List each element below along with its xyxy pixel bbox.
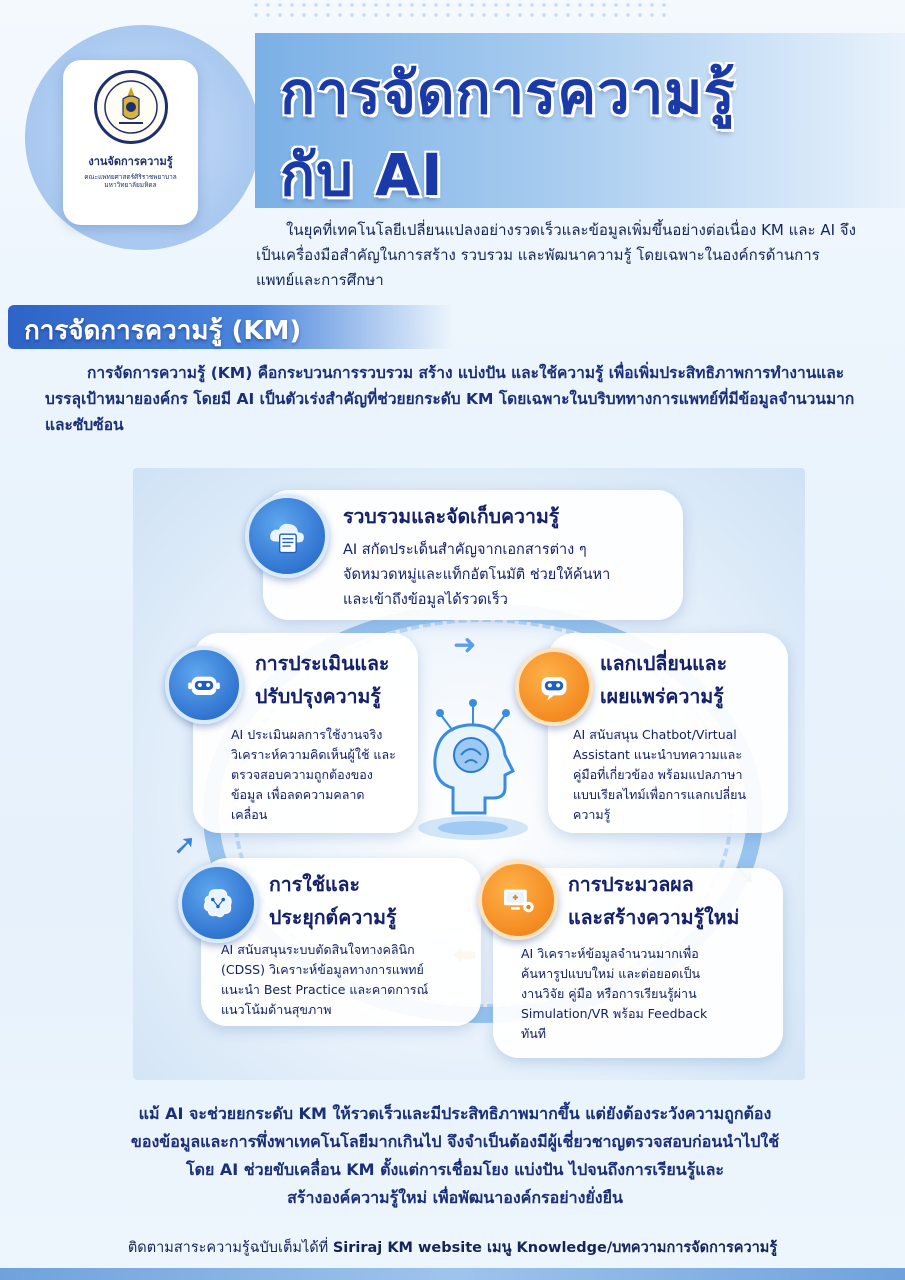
card-collect [263,490,683,620]
card-share-line: ความรู้ [573,807,611,822]
section-heading: การจัดการความรู้ (KM) [24,316,302,346]
card-evaluate-line: AI ประเมินผลการใช้งานจริง [231,727,383,742]
card-share-title-line: แลกเปลี่ยนและ [600,652,728,675]
card-evaluate-title-line: การประเมินและ [255,652,390,675]
card-share-text [573,725,746,825]
card-evaluate-text [231,725,396,825]
card-apply-text [221,940,428,1020]
card-create-text [521,944,707,1044]
intro-paragraph: ในยุคที่เทคโนโลยีเปลี่ยนแปลงอย่างรวดเร็วและข้อมูลเพิ่มขึ้นอย่างต่อเนื่อง KM และ AI จึงเป็นเครื่องมือสำคัญในการสร้าง รวบรวม และพัฒนาความรู้ โดยเฉพาะในองค์กรด้านการแพทย์และการศึกษา [256,221,856,289]
card-create-line: ทันที [521,1026,547,1041]
card-evaluate-line: ข้อมูล เพื่อลดความคลาด [231,787,365,802]
card-collect-line: AI สกัดประเด็นสำคัญจากเอกสารต่าง ๆ [343,542,587,558]
conclusion-line: ของข้อมูลและการพึ่งพาเทคโนโลยีมากเกินไป จึงจำเป็นต้องมีผู้เชี่ยวชาญตรวจสอบก่อนนำไปใช้ [130,1132,780,1151]
card-share-line: คู่มือที่เกี่ยวข้อง พร้อมแปลภาษา [573,767,743,782]
card-apply-line: (CDSS) วิเคราะห์ข้อมูลทางการแพทย์ [221,962,424,977]
conclusion-line: สร้างองค์ความรู้ใหม่ เพื่อพัฒนาองค์กรอย่างยั่งยืน [287,1188,623,1207]
arrow-right-icon: ➜ [453,628,477,661]
card-apply-line: แนวโน้มด้านสุขภาพ [221,1002,332,1017]
conclusion-line: แม้ AI จะช่วยยกระดับ KM ให้รวดเร็วและมีประสิทธิภาพมากขึ้น แต่ยังต้องระวังความถูกต้อง [138,1104,772,1123]
page-title-line-2: กับ AI [280,141,444,209]
card-create-title [568,868,739,934]
cloud-document-icon [245,494,329,578]
card-apply-title [269,868,397,934]
card-collect-title: รวบรวมและจัดเก็บความรู้ [343,505,560,528]
card-evaluate-line: วิเคราะห์ความคิดเห็นผู้ใช้ และ [231,747,396,762]
footer-prefix: ติดตามสาระความรู้ฉบับเต็มได้ที่ [127,1240,333,1256]
conclusion-line: โดย AI ช่วยขับเคลื่อน KM ตั้งแต่การเชื่อมโยง แบ่งปัน ไปจนถึงการเรียนรู้และ [185,1160,725,1179]
brain-network-icon [178,863,258,943]
card-collect-text [343,538,610,613]
section-heading-bar [8,305,453,349]
computer-gear-icon [478,860,558,940]
card-share-line: Assistant แนะนำบทความและ [573,747,743,762]
card-evaluate-line: เคลื่อน [231,807,268,822]
robot-icon [165,646,243,724]
card-evaluate-line: ตรวจสอบความถูกต้องของ [231,767,373,782]
card-create-title-line: และสร้างความรู้ใหม่ [568,906,740,929]
faculty-name [84,173,177,190]
ai-head-icon [413,693,533,843]
logo-card [63,60,198,225]
card-create-line: Simulation/VR พร้อม Feedback [521,1006,708,1021]
km-description: การจัดการความรู้ (KM) คือกระบวนการรวบรวม สร้าง แบ่งปัน และใช้ความรู้ เพื่อเพิ่มประสิทธิภาพการทำงานและบรรลุเป้าหมายองค์กร โดยมี AI เป็นตัวเร่งสำคัญที่ช่วยยกระดับ KM โดยเฉพาะในบริบททางการแพทย์ที่มีข้อมูลจำนวนมากและซับซ้อน [45,364,855,434]
unit-name: งานจัดการความรู้ [88,155,173,168]
arrow-up-icon: ➚ [173,828,197,861]
card-evaluate-title [255,647,389,713]
card-create-line: ค้นหารูปแบบใหม่ และต่อยอดเป็น [521,966,701,981]
card-share-title-line: เผยแพร่ความรู้ [600,685,724,708]
card-collect-line: จัดหมวดหมู่และแท็กอัตโนมัติ ช่วยให้ค้นหา [343,567,611,583]
faculty-line: คณะแพทยศาสตร์ศิริราชพยาบาล [84,173,177,181]
card-create-line: AI วิเคราะห์ข้อมูลจำนวนมากเพื่อ [521,946,699,961]
decorative-dots [250,0,670,22]
university-line: มหาวิทยาลัยมหิดล [104,181,157,190]
card-apply-line: แนะนำ Best Practice และคาดการณ์ [221,982,429,997]
university-seal-icon [94,70,168,144]
card-create-line: งานวิจัย คู่มือ หรือการเรียนรู้ผ่าน [521,986,697,1001]
footer-link[interactable]: Siriraj KM website เมนู Knowledge/บทความการจัดการความรู้ [332,1240,778,1256]
card-collect-line: และเข้าถึงข้อมูลได้รวดเร็ว [343,592,508,608]
card-apply-line: AI สนับสนุนระบบตัดสินใจทางคลินิก [221,942,415,957]
footer [0,1236,905,1259]
card-share-line: AI สนับสนุน Chatbot/Virtual [573,727,737,742]
card-apply-title-line: ประยุกต์ความรู้ [269,906,397,929]
card-apply-title-line: การใช้และ [269,873,360,896]
card-share-line: แบบเรียลไทม์เพื่อการแลกเปลี่ยน [573,787,747,802]
km-cycle-figure [133,468,805,1080]
chatbot-icon [515,648,593,726]
conclusion-paragraph [40,1100,870,1212]
page-title-line-1: การจัดการความรู้ [280,59,736,127]
card-share-title [600,647,727,713]
bottom-strip [0,1268,905,1280]
card-create-title-line: การประมวลผล [568,873,694,896]
card-evaluate-title-line: ปรับปรุงความรู้ [255,685,381,708]
